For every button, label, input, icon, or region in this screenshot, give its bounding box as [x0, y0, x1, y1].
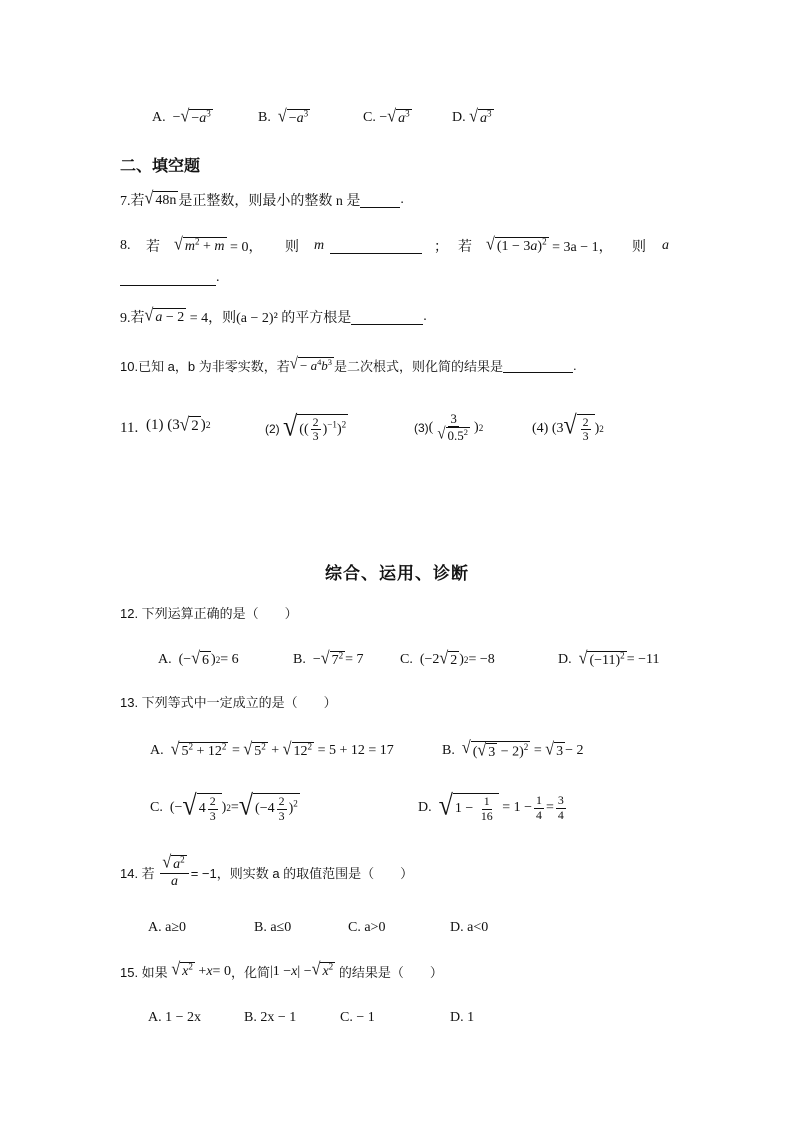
q10-end: .	[573, 358, 577, 373]
question-13-stem: 13. 下列等式中一定成立的是（ ）	[120, 695, 337, 710]
question-8	[120, 234, 680, 258]
q13-option-b: B. √ ( √ 3 − 2)$^2$ = √ 3 − 2	[442, 738, 584, 760]
option-label: A.	[152, 110, 166, 125]
q6-option-c: C. − √ $a^3$	[363, 106, 410, 126]
part-label: (2)	[265, 421, 280, 436]
q12-option-b: B. − √ $7^2$ = 7	[293, 648, 364, 668]
q11-part-2: (2) √ (( $\frac{2}{3}$ )$^{-1}$)$^2$	[265, 410, 347, 444]
q9-text-2: = 4，则(a − 2)² 的平方根是	[189, 311, 352, 326]
question-7: 7.若 √ 48n 是正整数，则最小的整数 n 是 .	[120, 188, 404, 209]
q15-option-d: D. 1	[450, 1010, 475, 1025]
option-label: D.	[558, 652, 572, 667]
option-label: B.	[442, 743, 455, 758]
answer-blank	[120, 271, 216, 286]
q6-options	[152, 108, 552, 128]
q8-var-m: m	[314, 238, 325, 253]
q9-text: 9.若	[120, 311, 145, 326]
q8-text: 则	[285, 240, 299, 255]
answer-blank	[503, 358, 573, 373]
q14-option-b: B. a≤0	[254, 920, 292, 935]
question-8-line-2	[120, 270, 220, 286]
q8-var-a: a	[662, 238, 669, 253]
q14-text-2: = −1，则实数 a 的取值范围是（ ）	[190, 865, 414, 881]
q6-option-b: B. √ $-a^3$	[258, 106, 309, 126]
question-15-options	[148, 1008, 548, 1028]
part-label: (1)	[146, 417, 164, 434]
question-9: 9.若 √ a − 2 = 4，则(a − 2)² 的平方根是 .	[120, 305, 427, 326]
q8-text: 若	[458, 240, 472, 255]
part-label: (3)	[414, 421, 429, 436]
answer-blank	[330, 239, 422, 254]
answer-blank	[360, 193, 400, 208]
q8-expr-2: √ $(1 - 3a)^2$ = 3a − 1，	[486, 234, 613, 255]
question-14-options	[148, 918, 548, 938]
part-label: (4)	[532, 420, 549, 436]
option-label: D.	[418, 800, 432, 815]
q8-eq1: = 0，	[230, 240, 263, 255]
question-11	[120, 410, 620, 450]
q13-option-c: C. (− √ 4 $\frac{2}{3}$ ) 2 = √ (−4 $\frac{2}{3}$ )$^2$	[150, 789, 298, 823]
q13-option-d: D. √ 1 − $\frac{1}{16}$ = 1 − $\frac{1}{4}$ = $\frac{3}{4}$	[418, 789, 564, 823]
q14-text: 14. 若	[120, 865, 155, 881]
q11-part-1: (1) (3 √ 2 ) 2	[146, 413, 211, 435]
q14-option-a: A. a≥0	[148, 920, 187, 935]
option-label: C.	[400, 652, 413, 667]
q7-text: 7.若	[120, 194, 145, 209]
section-title: 综合、运用、诊断	[325, 564, 469, 583]
q8-text: 则	[632, 240, 646, 255]
option-label: B.	[258, 110, 271, 125]
answer-blank	[351, 310, 423, 325]
option-label: C.	[150, 800, 163, 815]
q12-option-d: D. √ $(-11)^2$ = −11	[558, 648, 660, 668]
section-fill-heading: 二、填空题	[120, 158, 201, 175]
question-10: 10.已知 a，b 为非零实数，若 √ − $a^4b^3$ 是二次根式，则化简的结果是 .	[120, 355, 577, 374]
q15-text-2: ，化简	[230, 965, 270, 980]
question-14: 14. 若 √ $a^2$ a = −1，则实数 a 的取值范围是（ ）	[120, 852, 414, 889]
q15-text-3: 的结果是（ ）	[338, 965, 443, 980]
q15-option-b: B. 2x − 1	[244, 1010, 297, 1025]
q15-option-a: A. 1 − 2x	[148, 1010, 202, 1025]
q12-option-c: C. (−2 √ 2 ) 2 = −8	[400, 648, 495, 668]
q14-option-c: C. a>0	[348, 920, 386, 935]
option-label: A.	[150, 743, 164, 758]
q8-expr-1: √ $m^2 + m$ = 0，	[174, 234, 263, 255]
q6-option-d: D. √ $a^3$	[452, 106, 492, 126]
q8-semicolon: ；	[434, 240, 448, 255]
option-label: C.	[363, 110, 376, 125]
question-13-options-row1	[150, 738, 650, 764]
q15-option-c: C. − 1	[340, 1010, 375, 1025]
q15-text: 15. 如果	[120, 965, 168, 980]
q8-number: 8.	[120, 238, 131, 253]
q11-part-3: (3) ( 3 √ $0.5^2$ ) 2	[414, 411, 484, 444]
q8-end: .	[216, 270, 220, 285]
q14-option-d: D. a<0	[450, 920, 489, 935]
option-label: A.	[158, 652, 172, 667]
q7-text-2: 是正整数，则最小的整数 n 是	[178, 194, 361, 209]
question-13-options-row2	[150, 788, 650, 828]
q8-text: 若	[146, 240, 160, 255]
question-12-options	[158, 648, 678, 672]
question-12-stem: 12. 下列运算正确的是（ ）	[120, 606, 298, 621]
q11-number: 11.	[120, 420, 139, 436]
q12-option-a: A. (− √ 6 ) 2 = 6	[158, 648, 239, 668]
q10-text-2: 是二次根式，则化简的结果是	[334, 359, 504, 374]
question-15: 15. 如果 √ $x^2$ + x = 0 ，化简 |1 − x | − √ $x^2$ 的结果是（ ）	[120, 960, 443, 980]
option-label: B.	[293, 652, 306, 667]
q8-eq2: = 3a − 1，	[552, 240, 613, 255]
q7-radicand: 48n	[155, 192, 177, 208]
option-label: D.	[452, 110, 466, 125]
q10-text: 10.已知 a，b 为非零实数，若	[120, 359, 290, 374]
q6-option-a: A. − √ $-a^3$	[152, 106, 211, 126]
q11-part-4: (4) (3 √ $\frac{2}{3}$ ) 2	[532, 411, 604, 444]
q9-end: .	[423, 309, 427, 324]
q13-option-a: A. √ $5^2 + 12^2$ = √ $5^2$ + √ $12^2$ = 5 + 12 = 17	[150, 739, 394, 759]
q7-end: .	[400, 192, 404, 207]
